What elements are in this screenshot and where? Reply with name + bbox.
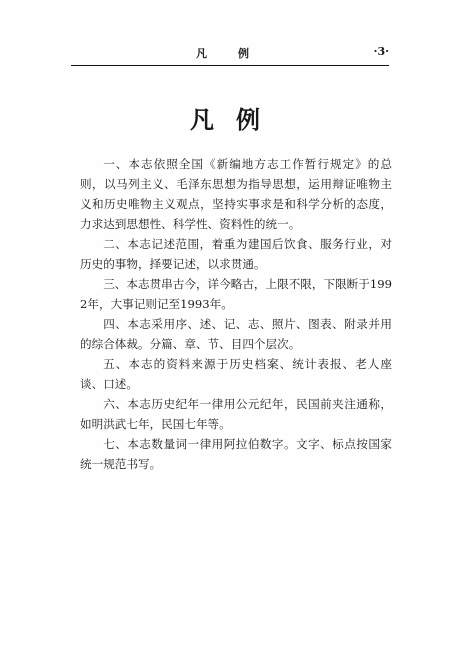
running-header [71, 44, 389, 64]
running-title: 凡 例 [196, 47, 259, 60]
header-rule [71, 65, 389, 66]
body-text [80, 154, 392, 474]
page-title: 凡例 [190, 105, 282, 134]
paragraph-6: 六、本志历史纪年一律用公元纪年，民国前夹注通称，如明洪武七年，民国七年等。 [80, 397, 392, 431]
paragraph-1: 一、本志依照全国《新编地方志工作暂行规定》的总则，以马列主义、毛泽东思想为指导思想，运用辩证唯物主义和历史唯物主义观点，坚持实事求是和科学分析的态度，力求达到思想性、科学性、资料性的统一。 [80, 157, 392, 231]
page-number: ·3· [373, 45, 389, 58]
paragraph-5: 五、本志的资料来源于历史档案、统计表报、老人座谈、口述。 [80, 357, 392, 391]
paragraph-7: 七、本志数量词一律用阿拉伯数字。文字、标点按国家统一规范书写。 [80, 437, 392, 471]
paragraph-2: 二、本志记述范围，着重为建国后饮食、服务行业，对历史的事物，择要记述，以求贯通。 [80, 237, 392, 271]
paragraph-3: 三、本志贯串古今，详今略古，上限不限，下限断于1992年，大事记则记至1993年。 [80, 277, 392, 311]
paragraph-4: 四、本志采用序、述、记、志、照片、图表、附录并用的综合体裁。分篇、章、节、目四个层次。 [80, 317, 392, 351]
